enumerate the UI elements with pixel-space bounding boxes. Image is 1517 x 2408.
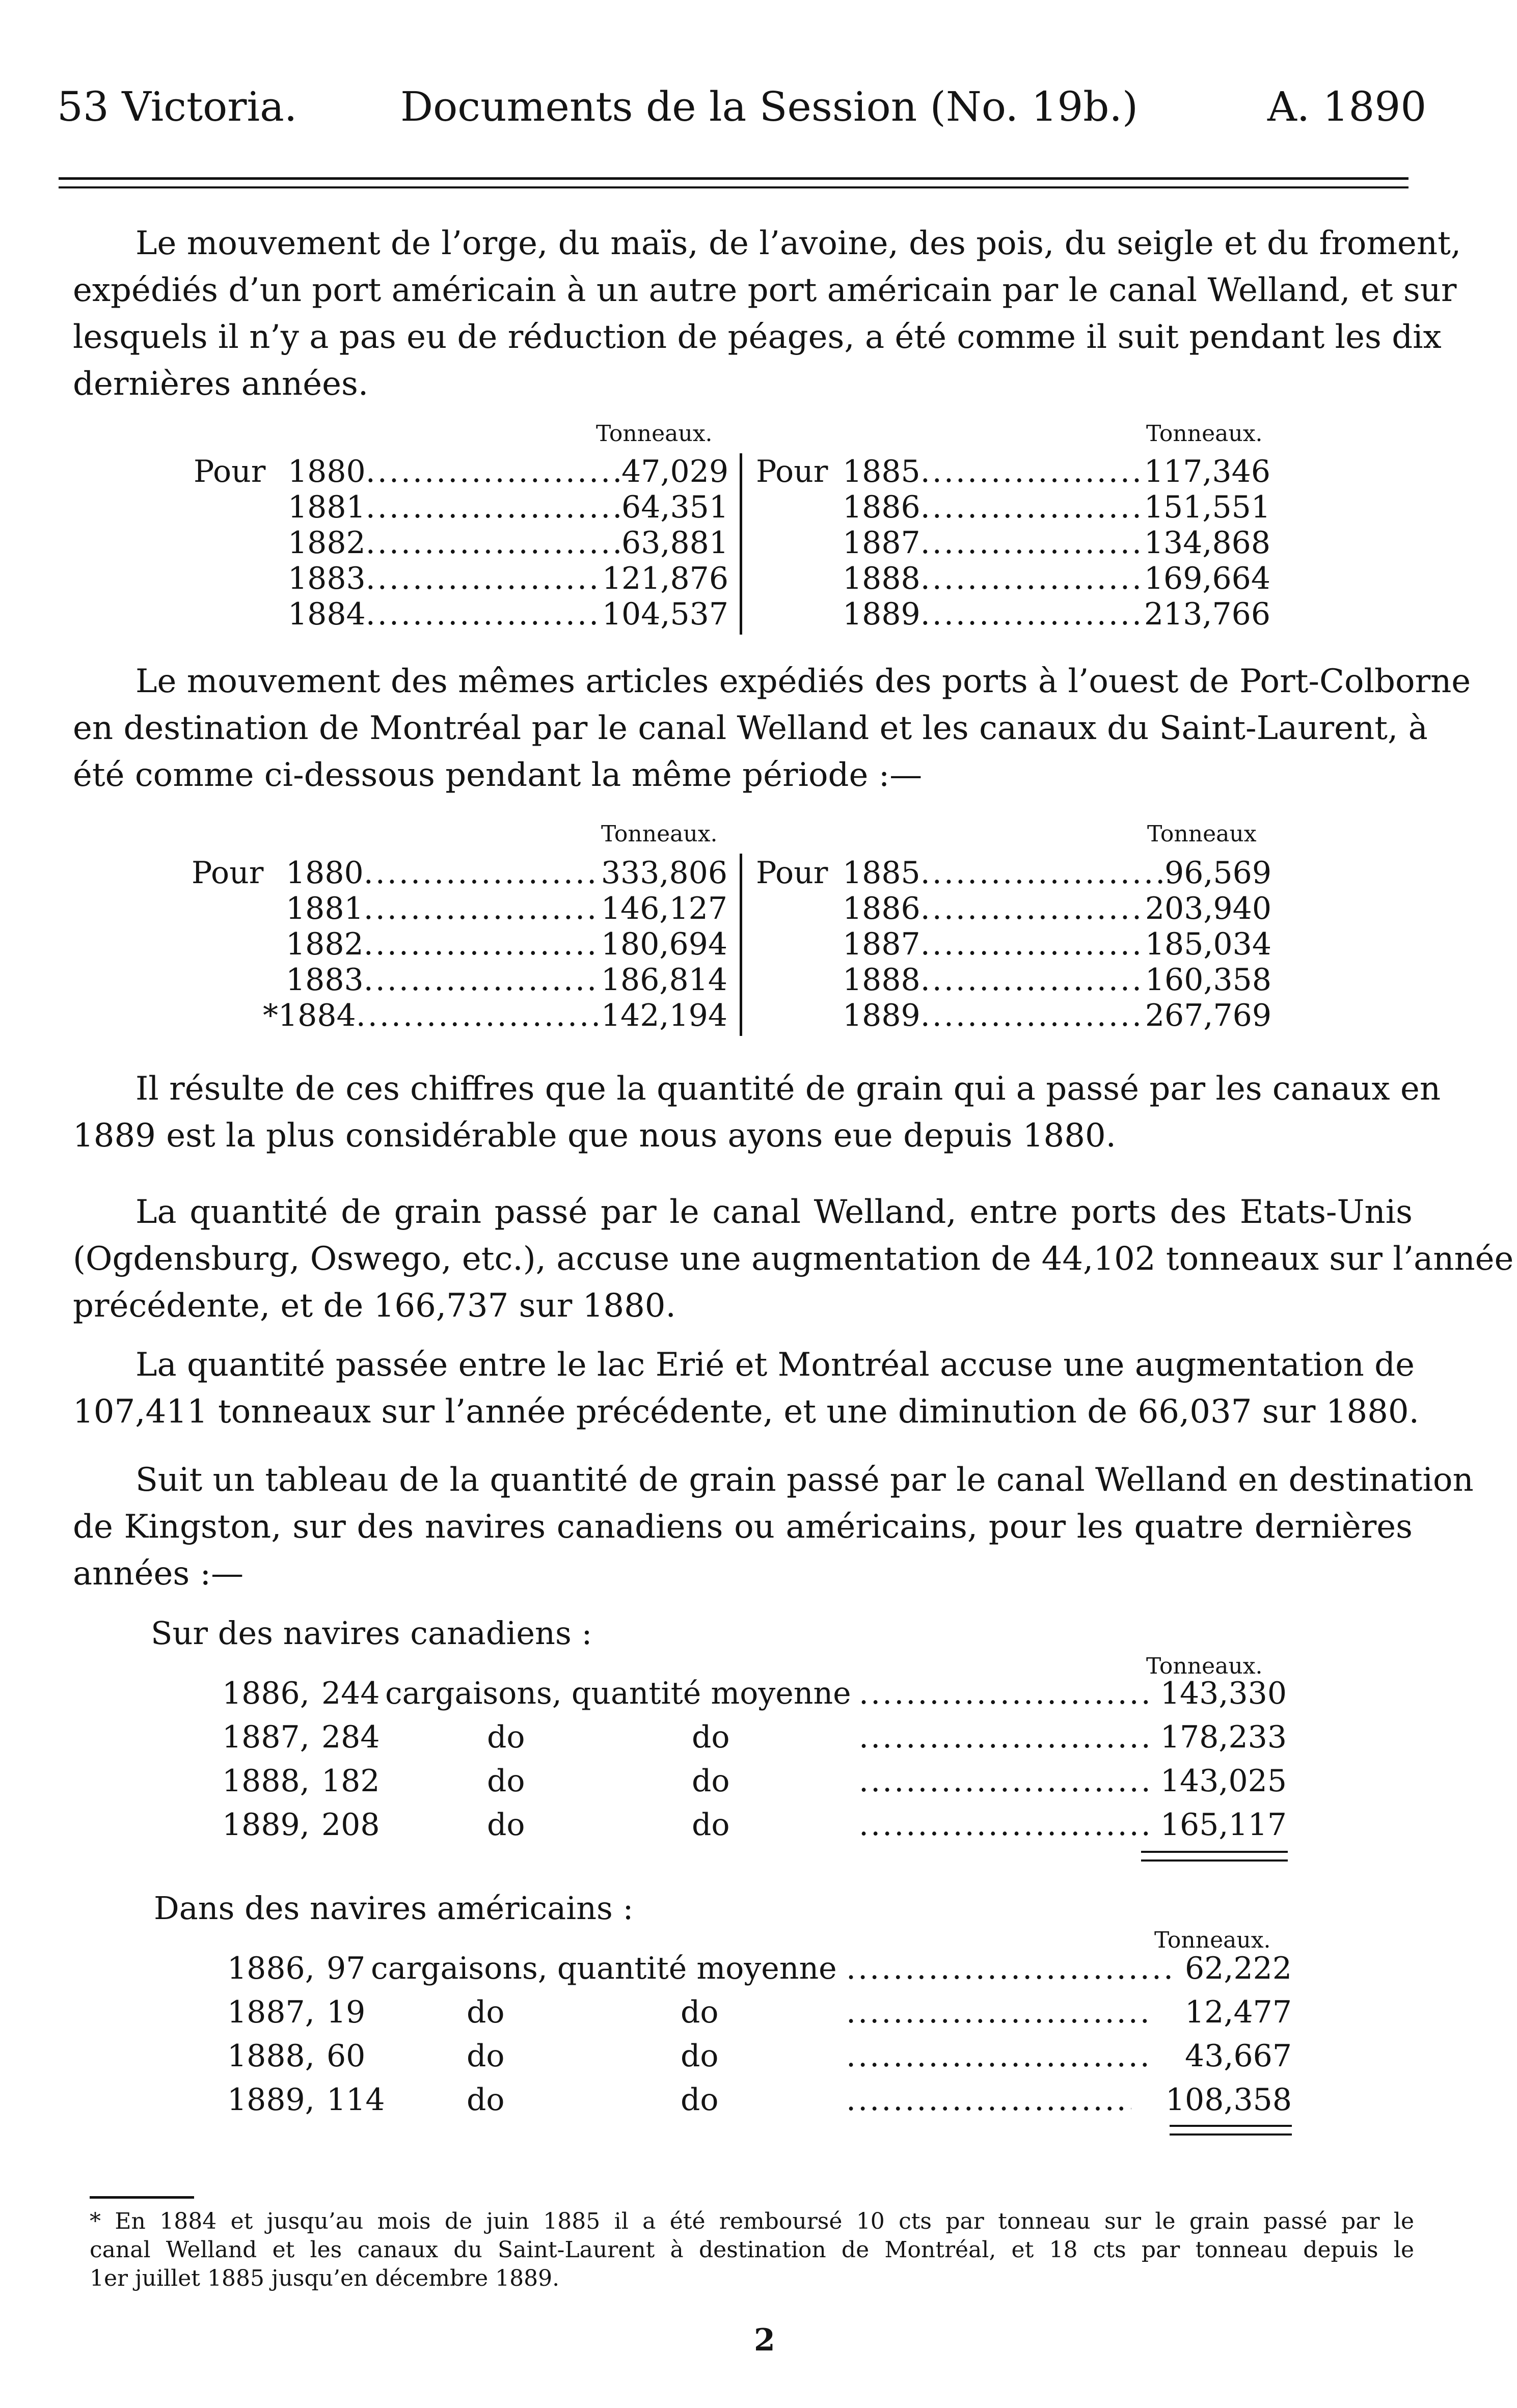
text-line: 1889 est la plus considérable que nous ayons eue depuis 1880. xyxy=(73,1117,1116,1155)
row-ditto: do xyxy=(681,2038,719,2074)
row-year: 1883 xyxy=(286,962,364,998)
row-year: 1882 xyxy=(286,926,364,962)
row-cargoes: 284 xyxy=(321,1719,380,1755)
row-year: 1887 xyxy=(843,926,920,962)
text-line: Le mouvement de l’orge, du maïs, de l’avoine, des pois, du seigle et du froment, xyxy=(136,225,1461,262)
row-prefix: Pour xyxy=(756,454,828,489)
row-year: 1888, xyxy=(227,2038,315,2074)
row-value: 62,222 xyxy=(1185,1951,1292,1986)
row-ditto: do xyxy=(467,1994,505,2030)
row-value: 146,127 xyxy=(601,891,727,926)
column-header-tonneaux: Tonneaux. xyxy=(1146,421,1263,447)
row-value: 213,766 xyxy=(1144,596,1270,632)
text-line: années :— xyxy=(73,1555,244,1593)
table-row xyxy=(843,962,1271,998)
row-value: 142,194 xyxy=(601,998,727,1033)
row-year: 1886, xyxy=(222,1676,310,1711)
table-row xyxy=(843,489,1270,525)
paragraph-orge-mouvement xyxy=(73,220,1461,407)
text-line: Suit un tableau de la quantité de grain passé par le canal Welland en destination xyxy=(136,1461,1474,1499)
table-row xyxy=(843,926,1271,962)
row-value: 12,477 xyxy=(1185,1994,1292,2030)
table-row xyxy=(843,1000,1271,1031)
text-line: La quantité passée entre le lac Erié et Montréal accuse une augmentation de xyxy=(136,1346,1415,1384)
table-row xyxy=(286,962,727,998)
row-year: 1884 xyxy=(288,596,366,632)
section-intro-canadian: Sur des navires canadiens : xyxy=(151,1615,592,1652)
row-value: 143,025 xyxy=(1160,1763,1287,1799)
header-volume: 53 Victoria. xyxy=(57,83,297,130)
row-value: 121,876 xyxy=(602,561,728,596)
row-value: 64,351 xyxy=(621,489,728,525)
table-row xyxy=(288,489,728,525)
row-prefix: Pour xyxy=(192,855,264,891)
row-ditto: do xyxy=(692,1719,730,1755)
row-value: 185,034 xyxy=(1145,926,1271,962)
row-year: 1882 xyxy=(288,525,366,561)
header-title: Documents de la Session (No. 19b.) xyxy=(400,83,1139,130)
row-ditto: do xyxy=(681,2082,719,2118)
table-row xyxy=(194,456,728,487)
header-rule-bottom xyxy=(59,186,1408,188)
row-value: 143,330 xyxy=(1160,1676,1287,1711)
row-value: 108,358 xyxy=(1165,2082,1292,2118)
row-value: 203,940 xyxy=(1145,891,1271,926)
row-value: 180,694 xyxy=(601,926,727,962)
text-line: dernières années. xyxy=(73,365,369,403)
row-ditto: do xyxy=(681,1994,719,2030)
row-value: 165,117 xyxy=(1160,1807,1287,1843)
row-year: 1887 xyxy=(843,525,920,561)
row-value: 104,537 xyxy=(602,596,728,632)
row-prefix: Pour xyxy=(194,454,266,489)
table-row xyxy=(227,1951,1292,1986)
column-header-tonneaux: Tonneaux. xyxy=(1146,1653,1263,1679)
paragraph-lac-erie xyxy=(73,1342,1419,1435)
row-year: 1889 xyxy=(843,998,920,1033)
row-year: 1889, xyxy=(227,2082,315,2118)
row-value: 333,806 xyxy=(601,855,727,891)
page-number: 2 xyxy=(754,2322,775,2358)
row-cargoes: 244 xyxy=(321,1676,380,1711)
row-year: 1888 xyxy=(843,962,920,998)
table-row xyxy=(222,1807,1287,1843)
table-row xyxy=(263,1000,727,1031)
paragraph-kingston xyxy=(73,1457,1474,1597)
header-year: A. 1890 xyxy=(1267,83,1427,130)
row-year: 1887, xyxy=(227,1994,315,2030)
row-value: 160,358 xyxy=(1145,962,1271,998)
table-row xyxy=(843,893,1271,924)
table-row xyxy=(222,1676,1287,1711)
table-row xyxy=(222,1719,1287,1755)
column-header-tonneaux: Tonneaux. xyxy=(601,821,718,847)
table-row xyxy=(227,1994,1292,2030)
table-row xyxy=(286,926,727,962)
row-year: 1881 xyxy=(288,489,366,525)
table-row xyxy=(227,2038,1292,2074)
row-year: 1880 xyxy=(286,855,364,891)
table-row xyxy=(288,563,728,594)
row-cargoes: 182 xyxy=(321,1763,380,1799)
footnote-line: 1er juillet 1885 jusqu’en décembre 1889. xyxy=(90,2265,560,2291)
paragraph-chiffres xyxy=(73,1065,1441,1159)
table-row xyxy=(843,563,1270,594)
column-header-tonneaux: Tonneaux. xyxy=(1154,1927,1271,1953)
row-year-footnoted: *1884 xyxy=(263,998,356,1033)
text-line: Le mouvement des mêmes articles expédiés des ports à l’ouest de Port-Colborne xyxy=(136,663,1471,700)
text-line: Il résulte de ces chiffres que la quantité de grain qui a passé par les canaux en xyxy=(136,1070,1441,1108)
row-value: 134,868 xyxy=(1144,525,1270,561)
text-line: été comme ci-dessous pendant la même période :— xyxy=(73,756,923,794)
total-double-rule xyxy=(1141,1851,1288,1862)
row-value: 43,667 xyxy=(1185,2038,1292,2074)
row-cargoes: 208 xyxy=(321,1807,380,1843)
table-row xyxy=(756,456,1270,487)
table-row xyxy=(222,1763,1287,1799)
row-cargoes: 60 xyxy=(327,2038,366,2074)
row-ditto: do xyxy=(487,1763,525,1799)
row-year: 1888 xyxy=(843,561,920,596)
table-row xyxy=(843,596,1270,632)
text-line: lesquels il n’y a pas eu de réduction de péages, a été comme il suit pendant les dix xyxy=(73,318,1442,356)
footnote-line: canal Welland et les canaux du Saint-Laurent à destination de Montréal, et 18 cts par tonneau depuis le xyxy=(90,2237,1414,2263)
row-value: 186,814 xyxy=(601,962,727,998)
row-year: 1881 xyxy=(286,891,364,926)
table-row xyxy=(227,2082,1292,2118)
row-year: 1886 xyxy=(843,489,920,525)
column-divider xyxy=(740,453,742,635)
text-line: précédente, et de 166,737 sur 1880. xyxy=(73,1287,676,1325)
row-ditto: do xyxy=(487,1807,525,1843)
row-value: 96,569 xyxy=(1164,855,1271,891)
row-value: 169,664 xyxy=(1144,561,1270,596)
text-line: de Kingston, sur des navires canadiens ou américains, pour les quatre dernières xyxy=(73,1508,1413,1546)
row-cargoes: 97 xyxy=(327,1951,366,1986)
table-row xyxy=(192,855,727,891)
row-year: 1887, xyxy=(222,1719,310,1755)
row-year: 1880 xyxy=(288,454,366,489)
footnote-line: * En 1884 et jusqu’au mois de juin 1885 il a été remboursé 10 cts par tonneau sur le grain passé par le xyxy=(90,2208,1414,2234)
row-ditto: do xyxy=(467,2082,505,2118)
row-year: 1883 xyxy=(288,561,366,596)
paragraph-etats-unis xyxy=(73,1189,1514,1329)
table-row xyxy=(843,525,1270,561)
table-row xyxy=(756,855,1271,891)
text-line: en destination de Montréal par le canal Welland et les canaux du Saint-Laurent, à xyxy=(73,709,1428,747)
table-row xyxy=(286,893,727,924)
paragraph-port-colborne xyxy=(73,658,1471,799)
row-ditto: do xyxy=(487,1719,525,1755)
row-value: 151,551 xyxy=(1144,489,1270,525)
header-rule-top xyxy=(59,177,1408,180)
row-ditto: do xyxy=(467,2038,505,2074)
row-year: 1885 xyxy=(843,454,920,489)
row-value: 267,769 xyxy=(1145,998,1271,1033)
table-row xyxy=(288,596,728,632)
row-year: 1886 xyxy=(843,891,920,926)
row-ditto: do xyxy=(692,1763,730,1799)
row-prefix: Pour xyxy=(756,855,828,891)
row-year: 1889, xyxy=(222,1807,310,1843)
row-label: cargaisons, quantité moyenne xyxy=(385,1676,851,1711)
text-line: (Ogdensburg, Oswego, etc.), accuse une augmentation de 44,102 tonneaux sur l’année xyxy=(73,1240,1514,1278)
row-year: 1888, xyxy=(222,1763,310,1799)
column-header-tonneaux: Tonneaux. xyxy=(596,421,713,447)
row-cargoes: 114 xyxy=(327,2082,385,2118)
row-cargoes: 19 xyxy=(327,1994,366,2030)
column-header-tonneaux: Tonneaux xyxy=(1147,821,1257,847)
footnote-rule xyxy=(90,2196,194,2199)
row-value: 178,233 xyxy=(1160,1719,1287,1755)
row-year: 1885 xyxy=(843,855,920,891)
row-value: 117,346 xyxy=(1144,454,1270,489)
section-intro-american: Dans des navires américains : xyxy=(154,1890,634,1927)
row-year: 1886, xyxy=(227,1951,315,1986)
row-value: 47,029 xyxy=(621,454,728,489)
text-line: La quantité de grain passé par le canal Welland, entre ports des Etats-Unis xyxy=(136,1193,1413,1231)
total-double-rule xyxy=(1170,2125,1292,2136)
column-divider xyxy=(740,854,742,1036)
row-label: cargaisons, quantité moyenne xyxy=(371,1951,837,1986)
table-row xyxy=(288,525,728,561)
row-ditto: do xyxy=(692,1807,730,1843)
text-line: 107,411 tonneaux sur l’année précédente, et une diminution de 66,037 sur 1880. xyxy=(73,1393,1419,1431)
row-year: 1889 xyxy=(843,596,920,632)
text-line: expédiés d’un port américain à un autre port américain par le canal Welland, et sur xyxy=(73,271,1457,309)
row-value: 63,881 xyxy=(621,525,728,561)
